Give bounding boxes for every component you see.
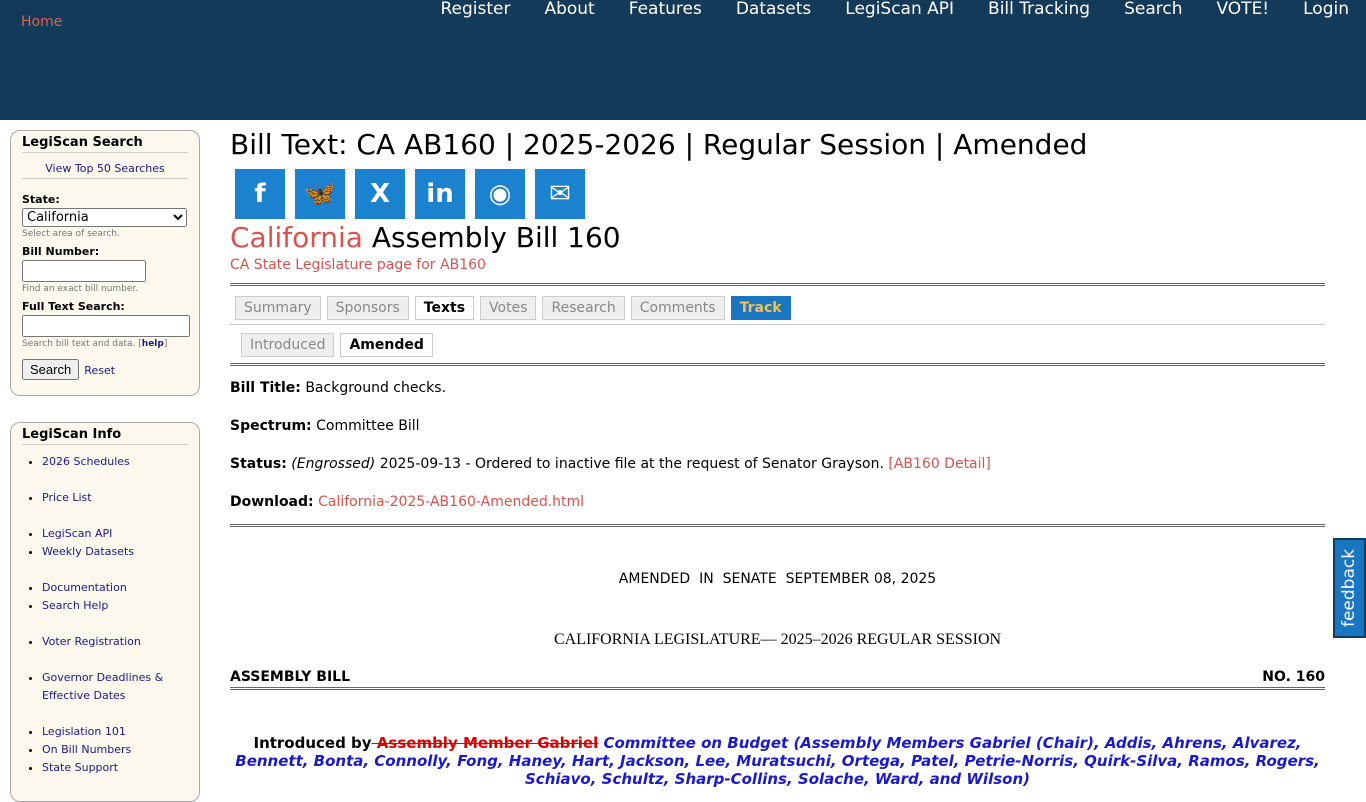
search-box-title: LegiScan Search: [22, 135, 188, 153]
bill-number-hint: Find an exact bill number.: [22, 284, 139, 294]
info-link[interactable]: 2026 Schedules: [42, 455, 130, 468]
reset-link[interactable]: Reset: [84, 364, 116, 377]
tab-research[interactable]: Research: [542, 296, 624, 320]
feedback-tab[interactable]: feedback: [1333, 538, 1366, 638]
nav-api[interactable]: LegiScan API: [845, 0, 955, 19]
share-bar: [235, 169, 1325, 219]
text-version-tabs: [230, 333, 1325, 357]
bill-heading: California Assembly Bill 160: [230, 221, 621, 254]
state-label: State:: [22, 193, 60, 206]
nav-bill-tracking[interactable]: Bill Tracking: [988, 0, 1091, 19]
info-box-title: LegiScan Info: [22, 427, 188, 445]
main-content: [230, 128, 1325, 788]
bill-detail-link[interactable]: [AB160 Detail]: [888, 456, 991, 472]
bill-number-line: ASSEMBLY BILL NO. 160: [230, 669, 1325, 690]
page-title: Bill Text: CA AB160 | 2025-2026 | Regular Session | Amended: [230, 128, 1088, 161]
tab-amended[interactable]: Amended: [340, 333, 432, 357]
x-icon[interactable]: X: [355, 169, 405, 219]
bluesky-icon[interactable]: 🦋: [295, 169, 345, 219]
full-text-hint: Search bill text and data. [help]: [22, 339, 168, 349]
linkedin-icon[interactable]: in: [415, 169, 465, 219]
info-link[interactable]: Voter Registration: [42, 635, 141, 648]
info-box: [10, 422, 200, 802]
facebook-icon[interactable]: f: [235, 169, 285, 219]
bill-number-label: Bill Number:: [22, 245, 100, 258]
info-link[interactable]: State Support: [42, 761, 119, 774]
tab-introduced[interactable]: Introduced: [241, 333, 334, 357]
bill-number-input[interactable]: [22, 260, 146, 282]
info-link[interactable]: Documentation: [42, 581, 127, 594]
full-text-label: Full Text Search:: [22, 300, 125, 313]
legislature-link[interactable]: CA State Legislature page for AB160: [230, 257, 486, 273]
header: [0, 0, 1366, 120]
home-logo[interactable]: Home: [21, 14, 63, 30]
nav-datasets[interactable]: Datasets: [735, 0, 812, 19]
tab-texts[interactable]: Texts: [415, 296, 474, 320]
tab-sponsors[interactable]: Sponsors: [327, 296, 409, 320]
info-link[interactable]: On Bill Numbers: [42, 743, 132, 756]
status-row: Status: (Engrossed) 2025-09-13 - Ordered to inactive file at the request of Senator Grayson. [AB160 Detail]: [230, 456, 991, 472]
info-link[interactable]: LegiScan API: [42, 527, 113, 540]
tab-votes[interactable]: Votes: [480, 296, 536, 320]
state-hint: Select area of search.: [22, 229, 120, 239]
search-box: [10, 130, 200, 396]
info-link[interactable]: Search Help: [42, 599, 109, 612]
nav-features[interactable]: Features: [628, 0, 702, 19]
reddit-icon[interactable]: ◉: [475, 169, 525, 219]
tab-comments[interactable]: Comments: [631, 296, 725, 320]
info-link[interactable]: Legislation 101: [42, 725, 126, 738]
full-text-input[interactable]: [22, 315, 190, 337]
nav-vote[interactable]: VOTE!: [1216, 0, 1270, 19]
bill-tabs: [230, 296, 1325, 320]
tab-summary[interactable]: Summary: [235, 296, 321, 320]
bill-title-row: Bill Title: Background checks.: [230, 380, 447, 396]
info-link[interactable]: Price List: [42, 491, 92, 504]
top-50-link[interactable]: View Top 50 Searches: [45, 162, 165, 175]
info-link[interactable]: Weekly Datasets: [42, 545, 135, 558]
help-link[interactable]: help: [141, 339, 164, 349]
search-button[interactable]: Search: [22, 359, 79, 380]
spectrum-row: Spectrum: Committee Bill: [230, 418, 420, 434]
nav-about[interactable]: About: [544, 0, 595, 19]
state-select[interactable]: [22, 208, 187, 227]
amended-date: AMENDED IN SENATE SEPTEMBER 08, 2025: [618, 571, 937, 587]
track-button[interactable]: Track: [731, 296, 791, 320]
download-link[interactable]: California-2025-AB160-Amended.html: [318, 494, 585, 510]
info-link[interactable]: Governor Deadlines & Effective Dates: [42, 671, 164, 702]
introduced-by: Introduced by Assembly Member Gabriel Committee on Budget (Assembly Members Gabriel (Chair), Addis, Ahrens, Alvarez, Bennett, Bonta, Connolly, Fong, Haney, Hart, Jackson, Lee, Muratsuchi, Ortega, Patel, Petrie-Norris, Quirk-Silva, Ramos, Rogers, Schiavo, Schultz, Sharp-Collins, Solache, Ward, and Wilson): [235, 734, 1320, 788]
email-icon[interactable]: ✉: [535, 169, 585, 219]
nav-register[interactable]: Register: [440, 0, 511, 19]
nav-search[interactable]: Search: [1124, 0, 1183, 19]
download-row: Download: California-2025-AB160-Amended.html: [230, 494, 585, 510]
legislature-session: CALIFORNIA LEGISLATURE— 2025–2026 REGULAR SESSION: [553, 631, 1002, 648]
top-nav: [423, 0, 1366, 18]
nav-login[interactable]: Login: [1303, 0, 1349, 19]
